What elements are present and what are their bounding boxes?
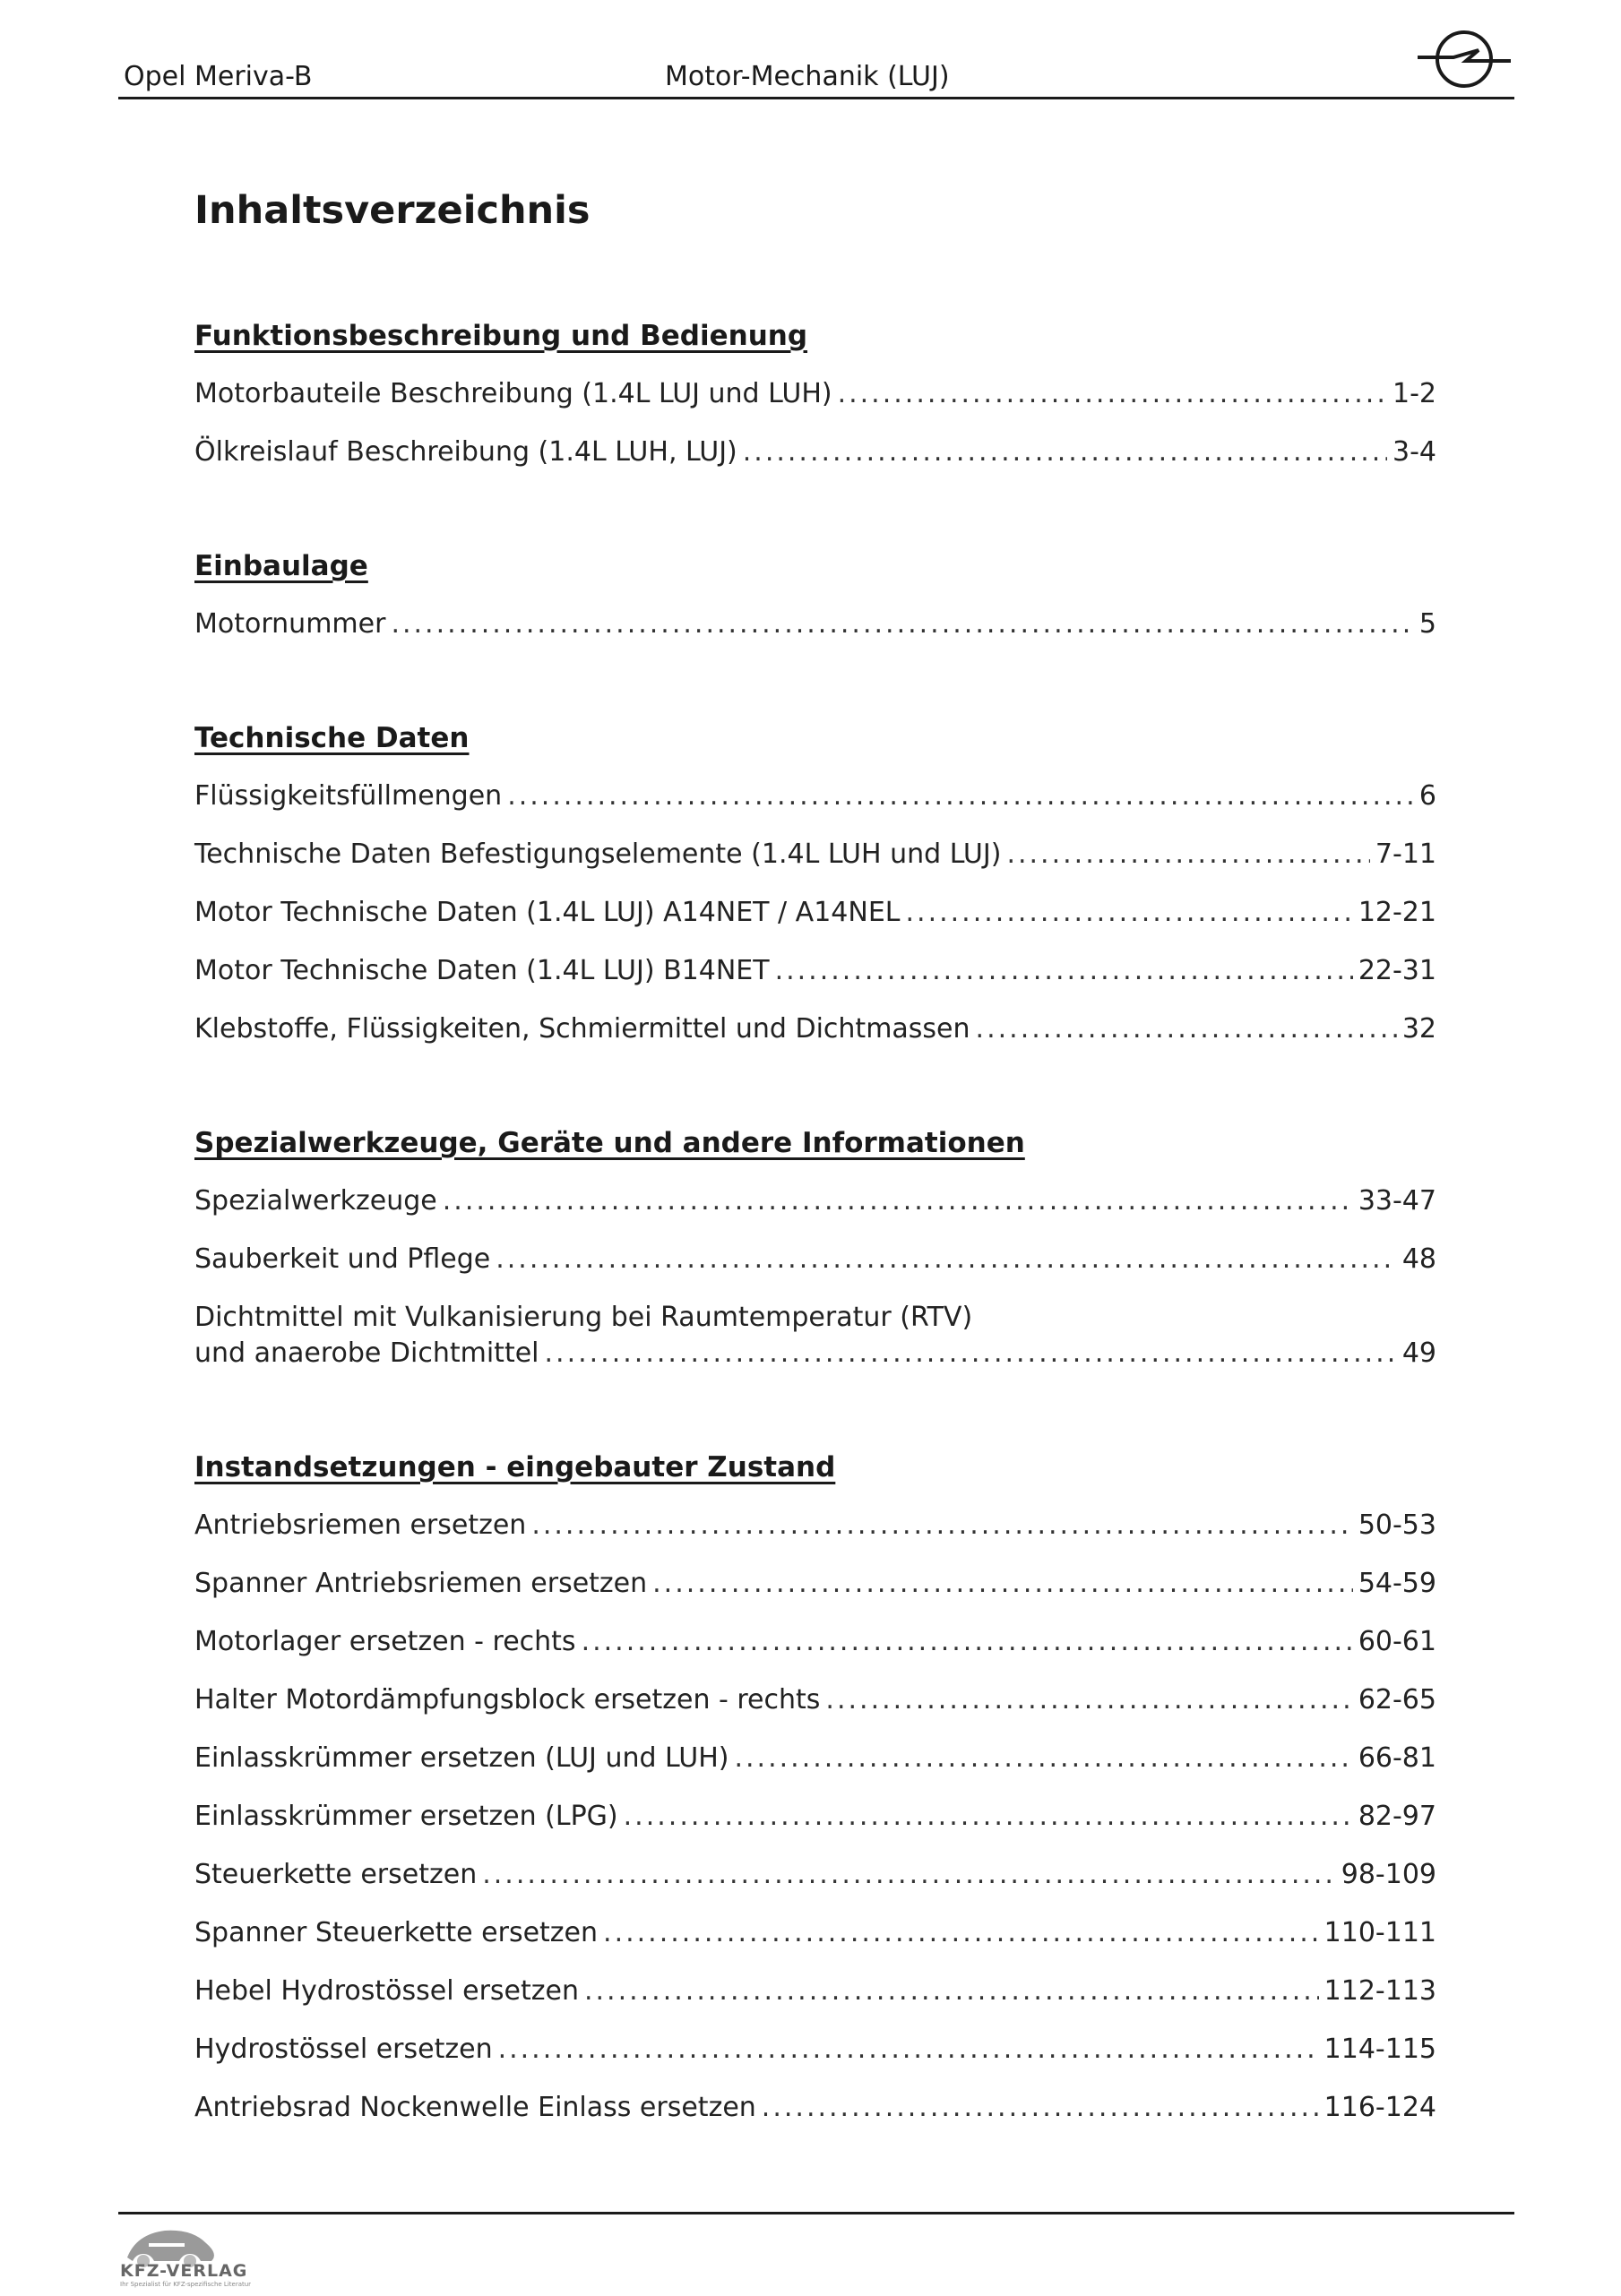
toc-entry-label: Klebstoffe, Flüssigkeiten, Schmiermittel und Dichtmassen — [194, 1013, 970, 1045]
section-heading: Einbaulage — [194, 550, 368, 582]
dot-leader — [825, 1682, 1352, 1718]
toc-entry-label: Flüssigkeitsfüllmengen — [194, 780, 503, 812]
toc-entry[interactable] — [194, 2032, 1436, 2068]
toc-entry[interactable] — [194, 1741, 1436, 1776]
toc-entry[interactable] — [194, 606, 1436, 642]
header-vehicle: Opel Meriva-B — [124, 61, 313, 92]
toc-section — [194, 1449, 1436, 2126]
toc-entry-page: 1-2 — [1393, 378, 1436, 409]
dot-leader — [762, 2090, 1319, 2126]
toc-entry[interactable] — [194, 434, 1436, 470]
page-header — [118, 54, 1514, 99]
toc-entry-label: Ölkreislauf Beschreibung (1.4L LUH, LUJ) — [194, 436, 737, 468]
page-footer — [118, 2212, 1514, 2296]
toc-entry-page: 22-31 — [1358, 955, 1436, 986]
toc-entry-page: 48 — [1401, 1243, 1436, 1275]
toc-entry[interactable] — [194, 837, 1436, 873]
toc-entry-label: Einlasskrümmer ersetzen (LUJ und LUH) — [194, 1742, 729, 1774]
toc-entry[interactable] — [194, 953, 1436, 989]
opel-logo-icon — [1414, 23, 1514, 95]
toc-entry-page: 6 — [1418, 780, 1436, 812]
toc-entry-page: 62-65 — [1358, 1684, 1436, 1716]
toc-entry-label: Motor Technische Daten (1.4L LUJ) A14NET / A14NEL — [194, 897, 901, 928]
toc-entry-page: 114-115 — [1324, 2034, 1436, 2065]
toc-entry-page: 60-61 — [1358, 1626, 1436, 1657]
toc-entry-label: Spezialwerkzeuge — [194, 1185, 437, 1217]
toc-entry-label: Sauberkeit und Pflege — [194, 1243, 491, 1275]
toc-entry-label: Antriebsriemen ersetzen — [194, 1509, 527, 1541]
toc-entry-label: Motorbauteile Beschreibung (1.4L LUJ und LUH) — [194, 378, 832, 409]
header-chapter: Motor-Mechanik (LUJ) — [665, 61, 950, 92]
toc-entry[interactable] — [194, 1682, 1436, 1718]
toc-entry-label: Spanner Steuerkette ersetzen — [194, 1917, 599, 1948]
toc-entry-label: Dichtmittel mit Vulkanisierung bei Raumtemperatur (RTV) — [194, 1302, 973, 1333]
toc-entry[interactable] — [194, 2090, 1436, 2126]
section-heading: Funktionsbeschreibung und Bedienung — [194, 320, 808, 352]
section-heading: Technische Daten — [194, 722, 470, 754]
toc-entry-page: 32 — [1401, 1013, 1436, 1045]
toc-entry-label: Steuerkette ersetzen — [194, 1859, 478, 1890]
toc-entry[interactable] — [194, 1857, 1436, 1893]
toc-entry-label: Einlasskrümmer ersetzen (LPG) — [194, 1801, 618, 1832]
toc-entry-page: 98-109 — [1341, 1859, 1436, 1890]
dot-leader — [496, 1242, 1397, 1277]
toc-entry[interactable] — [194, 1799, 1436, 1835]
toc-entry-page: 12-21 — [1358, 897, 1436, 928]
dot-leader — [743, 434, 1387, 470]
dot-leader — [624, 1799, 1353, 1835]
toc-entry-label: Halter Motordämpfungsblock ersetzen - rechts — [194, 1684, 821, 1716]
dot-leader — [584, 1974, 1319, 2009]
section-heading: Instandsetzungen - eingebauter Zustand — [194, 1451, 836, 1483]
dot-leader — [734, 1741, 1352, 1776]
toc-entry[interactable] — [194, 1974, 1436, 2009]
dot-leader — [582, 1624, 1353, 1660]
toc-entry-label: Technische Daten Befestigungselemente (1.4L LUH und LUJ) — [194, 838, 1002, 870]
toc-entry-label: Motor Technische Daten (1.4L LUJ) B14NET — [194, 955, 770, 986]
dot-leader — [507, 778, 1414, 814]
toc-entry-label: Spanner Antriebsriemen ersetzen — [194, 1568, 648, 1599]
toc-entry-page: 110-111 — [1324, 1917, 1436, 1948]
toc-entry-label: Hebel Hydrostössel ersetzen — [194, 1975, 579, 2007]
toc-entry[interactable] — [194, 1508, 1436, 1544]
toc-entry-page: 112-113 — [1324, 1975, 1436, 2007]
toc-entry-page: 33-47 — [1358, 1185, 1436, 1217]
toc-entry-page: 116-124 — [1324, 2092, 1436, 2123]
footer-logo-subtext: Ihr Spezialist für KFZ-spezifische Literatur — [120, 2281, 252, 2288]
dot-leader — [545, 1336, 1397, 1372]
toc-entry[interactable] — [194, 1183, 1436, 1219]
toc-entry-page: 7-11 — [1375, 838, 1436, 870]
page-title: Inhaltsverzeichnis — [194, 188, 591, 233]
toc-entry[interactable] — [194, 1915, 1436, 1951]
dot-leader — [1006, 837, 1369, 873]
dot-leader — [498, 2032, 1319, 2068]
dot-leader — [391, 606, 1413, 642]
dot-leader — [976, 1011, 1397, 1047]
toc-entry-page: 54-59 — [1358, 1568, 1436, 1599]
dot-leader — [603, 1915, 1319, 1951]
toc-entry-page: 66-81 — [1358, 1742, 1436, 1774]
toc-section — [194, 1125, 1436, 1372]
footer-logo-text: KFZ-VERLAG — [120, 2261, 248, 2281]
toc-entry-page: 5 — [1418, 608, 1436, 640]
toc-entry-page: 50-53 — [1358, 1509, 1436, 1541]
toc-entry[interactable] — [194, 1300, 1436, 1372]
dot-leader — [531, 1508, 1353, 1544]
dot-leader — [775, 953, 1353, 989]
toc-entry-label-continued: und anaerobe Dichtmittel — [194, 1337, 539, 1369]
toc-section — [194, 318, 1436, 470]
dot-leader — [443, 1183, 1353, 1219]
toc-entry[interactable] — [194, 778, 1436, 814]
toc-entry-page: 3-4 — [1393, 436, 1436, 468]
toc-entry-label: Antriebsrad Nockenwelle Einlass ersetzen — [194, 2092, 756, 2123]
toc-section — [194, 548, 1436, 642]
toc-entry-page: 49 — [1401, 1337, 1436, 1369]
toc-entry-page: 82-97 — [1358, 1801, 1436, 1832]
toc-entry-label: Motorlager ersetzen - rechts — [194, 1626, 576, 1657]
toc-entry[interactable] — [194, 1242, 1436, 1277]
toc-entry-label: Hydrostössel ersetzen — [194, 2034, 493, 2065]
toc-entry[interactable] — [194, 1566, 1436, 1602]
toc-entry[interactable] — [194, 895, 1436, 931]
dot-leader — [906, 895, 1353, 931]
dot-leader — [652, 1566, 1353, 1602]
toc-entry[interactable] — [194, 376, 1436, 412]
section-heading: Spezialwerkzeuge, Geräte und andere Informationen — [194, 1127, 1025, 1159]
toc-entry[interactable] — [194, 1624, 1436, 1660]
table-of-contents — [194, 318, 1436, 2204]
toc-entry[interactable] — [194, 1011, 1436, 1047]
dot-leader — [482, 1857, 1336, 1893]
dot-leader — [838, 376, 1387, 412]
toc-entry-label: Motornummer — [194, 608, 386, 640]
toc-section — [194, 720, 1436, 1047]
